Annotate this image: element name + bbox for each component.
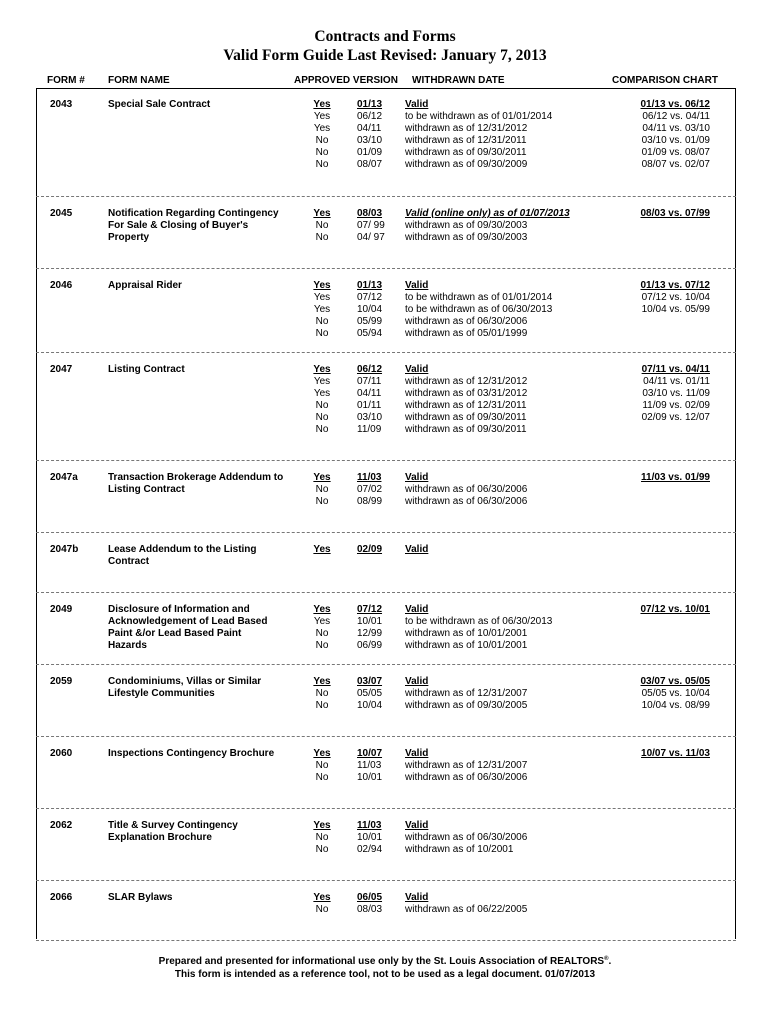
form-name-line: For Sale & Closing of Buyer's (108, 220, 249, 231)
approved-value: Yes (313, 544, 331, 555)
approved-value: Yes (313, 616, 331, 627)
comparison-link: 03/10 vs. 11/09 (642, 388, 710, 399)
approved-value: No (315, 147, 329, 158)
row-divider (36, 592, 736, 593)
version-value: 01/13 (357, 99, 383, 110)
withdrawn-value: Valid (405, 544, 429, 555)
approved-value: Yes (313, 208, 331, 219)
comparison-link: 10/07 vs. 11/03 (641, 748, 710, 759)
version-value: 11/09 (357, 424, 382, 435)
comparison-column (600, 208, 710, 220)
row-divider (36, 664, 736, 665)
approved-value: No (315, 496, 329, 507)
comparison-link: 04/11 vs. 01/11 (643, 376, 710, 387)
form-number: 2060 (50, 748, 73, 759)
version-column (357, 280, 382, 340)
approved-value: Yes (313, 820, 331, 831)
approved-column (302, 820, 342, 856)
form-name (108, 472, 293, 496)
form-name (108, 99, 293, 111)
approved-value: Yes (313, 748, 331, 759)
form-number: 2046 (50, 280, 73, 291)
form-number: 2045 (50, 208, 73, 219)
version-value: 10/01 (357, 772, 383, 783)
comparison-link: 08/07 vs. 02/07 (641, 159, 710, 170)
withdrawn-value: withdrawn as of 09/30/2011 (405, 147, 527, 158)
version-value: 07/12 (357, 604, 383, 615)
form-name-line: Notification Regarding Contingency (108, 208, 279, 219)
withdrawn-value: Valid (405, 604, 429, 615)
version-value: 05/94 (357, 328, 383, 339)
version-value: 03/07 (357, 676, 383, 687)
form-name-line: Paint &/or Lead Based Paint (108, 628, 242, 639)
comparison-column (600, 364, 710, 424)
withdrawn-column (405, 364, 527, 436)
withdrawn-value: Valid (405, 892, 429, 903)
form-name-line: Lease Addendum to the Listing (108, 544, 257, 555)
form-name-line: Listing Contract (108, 484, 185, 495)
version-value: 11/03 (357, 472, 382, 483)
form-name (108, 748, 293, 760)
withdrawn-value: withdrawn as of 12/31/2011 (405, 135, 527, 146)
version-value: 08/03 (357, 904, 383, 915)
approved-column (302, 280, 342, 340)
form-number: 2047a (50, 472, 78, 483)
comparison-link: 10/04 vs. 08/99 (641, 700, 710, 711)
approved-column (302, 544, 342, 556)
approved-value: No (315, 412, 329, 423)
header-withdrawn-date: WITHDRAWN DATE (412, 75, 505, 86)
form-name-line: Disclosure of Information and (108, 604, 250, 615)
comparison-link: 01/13 vs. 07/12 (640, 280, 710, 291)
withdrawn-value: withdrawn as of 03/31/2012 (405, 388, 528, 399)
approved-value: No (315, 688, 329, 699)
comparison-link: 03/10 vs. 01/09 (641, 135, 710, 146)
approved-column (302, 892, 342, 916)
table-right-border (735, 88, 736, 939)
withdrawn-column (405, 472, 527, 508)
header-comparison-chart: COMPARISON CHART (612, 75, 718, 86)
approved-value: Yes (313, 292, 331, 303)
version-value: 10/04 (357, 700, 383, 711)
version-value: 01/13 (357, 280, 383, 291)
withdrawn-value: Valid (405, 364, 429, 375)
withdrawn-value: Valid (405, 280, 429, 291)
withdrawn-value: withdrawn as of 06/30/2006 (405, 496, 528, 507)
approved-value: No (315, 760, 329, 771)
form-number: 2043 (50, 99, 73, 110)
version-column (357, 208, 385, 244)
approved-value: No (315, 844, 329, 855)
form-number: 2047b (50, 544, 79, 555)
comparison-link: 11/09 vs. 02/09 (642, 400, 710, 411)
form-name-line: Title & Survey Contingency (108, 820, 238, 831)
approved-value: Yes (313, 280, 331, 291)
approved-value: Yes (313, 376, 331, 387)
withdrawn-value: withdrawn as of 05/01/1999 (405, 328, 528, 339)
version-value: 04/11 (357, 388, 382, 399)
version-value: 11/03 (357, 760, 382, 771)
comparison-link: 01/13 vs. 06/12 (640, 99, 710, 110)
approved-value: No (315, 832, 329, 843)
version-column (357, 604, 382, 652)
table-left-border (36, 88, 37, 939)
row-divider (36, 196, 736, 197)
version-value: 01/09 (357, 147, 383, 158)
form-name (108, 676, 293, 700)
approved-value: Yes (313, 676, 331, 687)
form-name-line: Listing Contract (108, 364, 185, 375)
header-rule (36, 88, 736, 89)
withdrawn-column (405, 892, 527, 916)
withdrawn-value: withdrawn as of 09/30/2003 (405, 232, 528, 243)
header-approved-version: APPROVED VERSION (294, 75, 398, 86)
withdrawn-value: withdrawn as of 06/22/2005 (405, 904, 528, 915)
withdrawn-value: Valid (405, 676, 429, 687)
form-name (108, 892, 293, 904)
approved-column (302, 99, 342, 171)
version-column (357, 99, 382, 171)
version-column (357, 748, 382, 784)
withdrawn-value: withdrawn as of 12/31/2011 (405, 400, 527, 411)
withdrawn-value: withdrawn as of 06/30/2006 (405, 484, 528, 495)
comparison-link: 02/09 vs. 12/07 (641, 412, 710, 423)
withdrawn-value: withdrawn as of 09/30/2011 (405, 412, 527, 423)
row-divider (36, 268, 736, 269)
approved-value: Yes (313, 111, 331, 122)
withdrawn-column (405, 544, 428, 556)
version-value: 07/02 (357, 484, 383, 495)
withdrawn-value: Valid (405, 820, 429, 831)
document-subtitle: Valid Form Guide Last Revised: January 7, 2013 (223, 47, 547, 64)
form-name-line: Inspections Contingency Brochure (108, 748, 275, 759)
version-value: 05/05 (357, 688, 383, 699)
withdrawn-column (405, 676, 527, 712)
form-name-line: Special Sale Contract (108, 99, 211, 110)
approved-value: No (315, 484, 329, 495)
withdrawn-value: Valid (405, 472, 429, 483)
version-value: 05/99 (357, 316, 383, 327)
comparison-column (600, 604, 710, 616)
approved-value: No (315, 700, 329, 711)
approved-value: No (315, 904, 329, 915)
version-value: 04/11 (357, 123, 382, 134)
approved-value: No (315, 640, 329, 651)
comparison-column (600, 99, 710, 171)
withdrawn-value: withdrawn as of 10/2001 (405, 844, 514, 855)
form-name (108, 604, 293, 652)
version-column (357, 544, 382, 556)
version-value: 08/07 (357, 159, 383, 170)
withdrawn-column (405, 99, 552, 171)
form-name-line: SLAR Bylaws (108, 892, 173, 903)
comparison-link: 05/05 vs. 10/04 (641, 688, 710, 699)
withdrawn-value: withdrawn as of 09/30/2011 (405, 424, 527, 435)
approved-value: Yes (313, 123, 331, 134)
version-value: 01/11 (357, 400, 382, 411)
withdrawn-value: withdrawn as of 10/01/2001 (405, 628, 528, 639)
withdrawn-value: withdrawn as of 09/30/2005 (405, 700, 528, 711)
version-value: 04/ 97 (357, 232, 385, 243)
withdrawn-value: withdrawn as of 06/30/2006 (405, 832, 528, 843)
approved-value: No (315, 424, 329, 435)
version-value: 06/12 (357, 364, 383, 375)
form-name-line: Property (108, 232, 150, 243)
withdrawn-value: withdrawn as of 06/30/2006 (405, 316, 528, 327)
version-value: 07/11 (357, 376, 382, 387)
withdrawn-value: to be withdrawn as of 01/01/2014 (405, 111, 553, 122)
approved-value: No (315, 316, 329, 327)
comparison-column (600, 472, 710, 484)
form-number: 2049 (50, 604, 73, 615)
version-value: 07/ 99 (357, 220, 385, 231)
version-value: 03/10 (357, 135, 383, 146)
approved-value: No (315, 135, 329, 146)
form-name-line: Transaction Brokerage Addendum to (108, 472, 284, 483)
withdrawn-value: Valid (405, 99, 429, 110)
row-divider (36, 736, 736, 737)
approved-value: Yes (313, 472, 331, 483)
approved-value: No (315, 220, 329, 231)
approved-value: Yes (313, 604, 331, 615)
header-form-number: FORM # (47, 75, 85, 86)
footer-line-1: Prepared and presented for informational use only by the St. Louis Association of REALTORS®. (158, 956, 612, 967)
version-column (357, 676, 382, 712)
withdrawn-value: to be withdrawn as of 01/01/2014 (405, 292, 553, 303)
comparison-column (600, 676, 710, 712)
approved-column (302, 364, 342, 436)
form-name-line: Acknowledgement of Lead Based (108, 616, 268, 627)
version-value: 10/04 (357, 304, 383, 315)
approved-column (302, 208, 342, 244)
withdrawn-value: withdrawn as of 12/31/2012 (405, 123, 528, 134)
version-value: 02/94 (357, 844, 383, 855)
approved-column (302, 472, 342, 508)
withdrawn-value: Valid (405, 748, 429, 759)
row-divider (36, 880, 736, 881)
version-value: 10/07 (357, 748, 383, 759)
approved-value: No (315, 159, 329, 170)
withdrawn-value: withdrawn as of 06/30/2006 (405, 772, 528, 783)
form-name (108, 544, 293, 568)
comparison-link: 07/11 vs. 04/11 (641, 364, 710, 375)
comparison-link: 08/03 vs. 07/99 (640, 208, 710, 219)
withdrawn-value: withdrawn as of 10/01/2001 (405, 640, 528, 651)
version-value: 07/12 (357, 292, 383, 303)
approved-value: No (315, 328, 329, 339)
approved-value: No (315, 628, 329, 639)
header-form-name: FORM NAME (108, 75, 170, 86)
withdrawn-value: withdrawn as of 12/31/2007 (405, 760, 528, 771)
withdrawn-value: withdrawn as of 12/31/2007 (405, 688, 528, 699)
form-name-line: Hazards (108, 640, 147, 651)
withdrawn-column (405, 748, 527, 784)
form-name-line: Condominiums, Villas or Similar (108, 676, 262, 687)
comparison-link: 04/11 vs. 03/10 (642, 123, 710, 134)
document-title: Contracts and Forms (314, 28, 456, 45)
approved-value: Yes (313, 388, 331, 399)
form-name (108, 280, 293, 292)
withdrawn-column (405, 604, 552, 652)
form-number: 2066 (50, 892, 73, 903)
comparison-column (600, 280, 710, 316)
approved-value: Yes (313, 99, 331, 110)
version-column (357, 820, 382, 856)
version-value: 12/99 (357, 628, 383, 639)
version-column (357, 892, 382, 916)
form-number: 2047 (50, 364, 73, 375)
withdrawn-value: Valid (online only) as of 01/07/2013 (405, 208, 570, 219)
withdrawn-column (405, 820, 527, 856)
comparison-column (600, 748, 710, 760)
approved-column (302, 604, 342, 652)
comparison-link: 10/04 vs. 05/99 (641, 304, 710, 315)
row-divider (36, 460, 736, 461)
comparison-link: 11/03 vs. 01/99 (641, 472, 710, 483)
form-name-line: Explanation Brochure (108, 832, 212, 843)
form-number: 2062 (50, 820, 73, 831)
version-value: 08/03 (357, 208, 383, 219)
comparison-link: 03/07 vs. 05/05 (640, 676, 710, 687)
version-value: 08/99 (357, 496, 383, 507)
approved-value: Yes (313, 892, 331, 903)
withdrawn-value: to be withdrawn as of 06/30/2013 (405, 616, 553, 627)
version-value: 06/99 (357, 640, 383, 651)
approved-value: No (315, 400, 329, 411)
approved-value: Yes (313, 364, 331, 375)
comparison-link: 07/12 vs. 10/04 (641, 292, 710, 303)
withdrawn-column (405, 208, 570, 244)
form-name (108, 364, 293, 376)
row-divider (36, 808, 736, 809)
footer-line-2: This form is intended as a reference tool, not to be used as a legal document. 01/07/2013 (174, 969, 596, 980)
comparison-link: 07/12 vs. 10/01 (640, 604, 710, 615)
version-column (357, 364, 382, 436)
approved-value: No (315, 772, 329, 783)
withdrawn-value: withdrawn as of 12/31/2012 (405, 376, 528, 387)
form-name-line: Appraisal Rider (108, 280, 182, 291)
comparison-link: 01/09 vs. 08/07 (641, 147, 710, 158)
form-name (108, 820, 293, 844)
row-divider (36, 352, 736, 353)
form-number: 2059 (50, 676, 73, 687)
row-divider (36, 532, 736, 533)
version-value: 03/10 (357, 412, 383, 423)
form-name (108, 208, 293, 244)
version-value: 06/05 (357, 892, 383, 903)
version-value: 10/01 (357, 616, 383, 627)
row-divider (36, 940, 736, 941)
version-value: 11/03 (357, 820, 382, 831)
approved-column (302, 748, 342, 784)
comparison-link: 06/12 vs. 04/11 (642, 111, 710, 122)
approved-column (302, 676, 342, 712)
withdrawn-column (405, 280, 552, 340)
approved-value: Yes (313, 304, 331, 315)
version-column (357, 472, 382, 508)
form-name-line: Lifestyle Communities (108, 688, 215, 699)
version-value: 02/09 (357, 544, 383, 555)
version-value: 10/01 (357, 832, 383, 843)
version-value: 06/12 (357, 111, 383, 122)
approved-value: No (315, 232, 329, 243)
withdrawn-value: to be withdrawn as of 06/30/2013 (405, 304, 553, 315)
form-name-line: Contract (108, 556, 150, 567)
withdrawn-value: withdrawn as of 09/30/2009 (405, 159, 528, 170)
withdrawn-value: withdrawn as of 09/30/2003 (405, 220, 528, 231)
